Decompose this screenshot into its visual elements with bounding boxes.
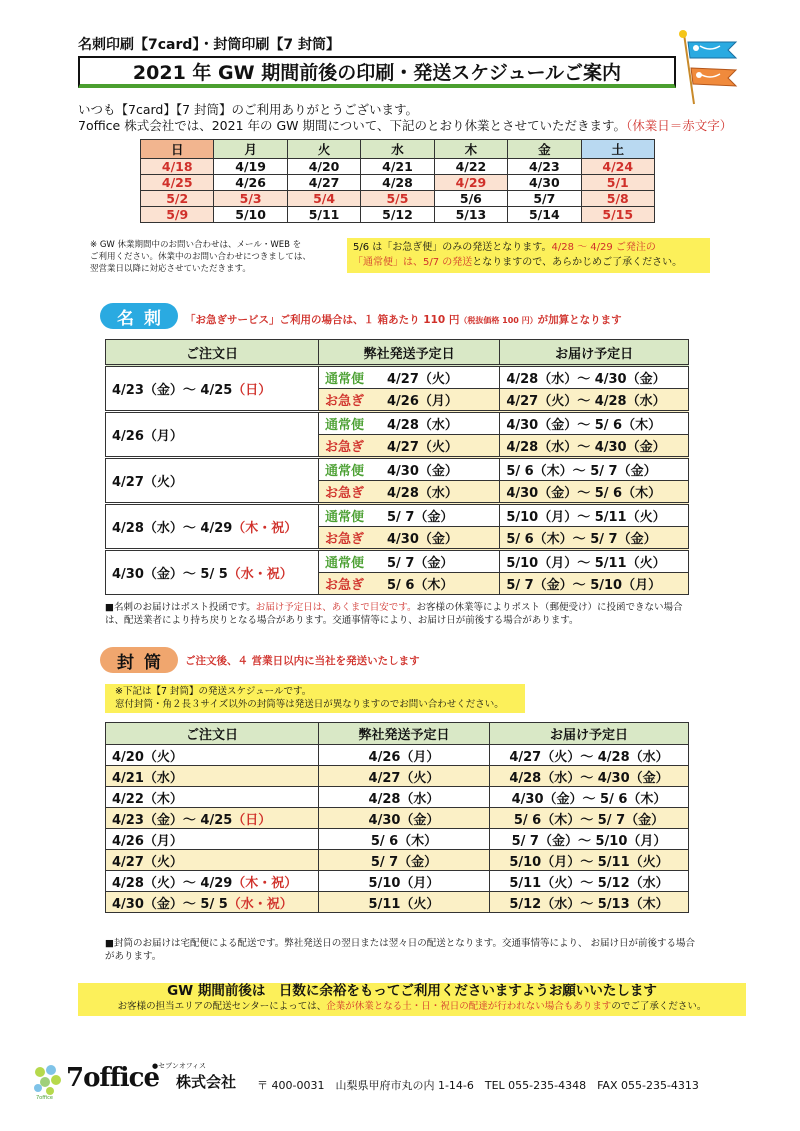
table-row xyxy=(106,745,689,766)
delivery-date: 5/ 7（金）～ 5/10（月） xyxy=(490,829,689,850)
calendar-day: 4/28 xyxy=(361,175,434,191)
company-address: 〒 400-0031 山梨県甲府市丸の内 1-14-6 TEL 055-235-4348 FAX 055-235-4313 xyxy=(257,1079,699,1092)
ship-date: 4/26（月） xyxy=(319,745,490,766)
table-row xyxy=(106,871,689,892)
gw-inquiry-note xyxy=(90,239,350,275)
order-date-holiday: （木・祝） xyxy=(232,521,298,536)
calendar-day-holiday: 5/4 xyxy=(287,191,360,207)
order-date-cell xyxy=(106,850,319,871)
service-normal-label: 通常便 xyxy=(319,550,382,573)
notice-text: 5/6 は「お急ぎ便」のみの発送となります。 xyxy=(353,242,552,253)
order-date-cell xyxy=(106,766,319,787)
calendar-day: 5/10 xyxy=(214,207,287,223)
order-date: 4/22（木） xyxy=(112,791,183,807)
ship-date: 4/30（金） xyxy=(319,808,490,829)
order-date-holiday: （日） xyxy=(232,383,272,398)
delivery-date: 5/12（水）～ 5/13（木） xyxy=(490,892,689,913)
meishi-delivery-note xyxy=(105,601,695,627)
delivery-date: 5/10（月）～ 5/11（火） xyxy=(500,504,689,527)
calendar-day-holiday: 4/24 xyxy=(581,159,654,175)
banner-sub-text xyxy=(78,1000,746,1014)
company-logo-icon xyxy=(32,1064,62,1098)
calendar-day-holiday: 5/2 xyxy=(141,191,214,207)
futo-schedule-table xyxy=(105,722,689,913)
ship-date: 4/30（金） xyxy=(381,458,500,481)
table-row xyxy=(106,550,689,573)
note-text: ■名刺のお届けはポスト投函です。 xyxy=(105,602,256,613)
calendar-day: 5/6 xyxy=(434,191,507,207)
delivery-date: 4/28（水）～ 4/30（金） xyxy=(500,366,689,389)
ship-date: 5/ 6（木） xyxy=(381,573,500,595)
order-date: 4/28（火）～ 4/29 xyxy=(112,875,233,891)
order-date-cell xyxy=(106,808,319,829)
order-date: 4/27（火） xyxy=(112,475,183,490)
weekday-header: 火 xyxy=(287,140,360,159)
order-date: 4/21（水） xyxy=(112,770,183,786)
calendar-day: 4/19 xyxy=(214,159,287,175)
order-date: 4/27（火） xyxy=(112,854,183,870)
gw-note-line: ご利用ください。休業中のお問い合わせにつきましては、 xyxy=(90,252,311,262)
holiday-legend: （休業日＝赤文字） xyxy=(626,118,733,133)
futo-delivery-note: ■封筒のお届けは宅配便による配送です。弊社発送日の翌日または翌々日の配送となります。交通事情等により、 お届け日が前後する場合があります。 xyxy=(105,938,695,962)
futo-section-label: 封筒 xyxy=(100,647,178,673)
surcharge-price-note: （税抜価格 100 円） xyxy=(459,316,538,325)
column-header: お届け予定日 xyxy=(500,340,689,366)
table-row xyxy=(106,412,689,435)
weekday-header: 木 xyxy=(434,140,507,159)
column-header: 弊社発送予定日 xyxy=(319,723,490,745)
intro-line-1: いつも【7card】【7 封筒】のご利用ありがとうございます。 xyxy=(78,102,419,117)
ship-date: 5/10（月） xyxy=(319,871,490,892)
notice-text: となりますので、あらかじめご了承ください。 xyxy=(472,257,683,268)
delivery-date: 4/30（金）～ 5/ 6（木） xyxy=(500,481,689,504)
notice-line: 窓付封筒・角２長３サイズ以外の封筒等は発送日が異なりますのでお問い合わせください。 xyxy=(115,699,504,710)
order-date: 4/28（水）～ 4/29 xyxy=(112,521,233,536)
service-express-label: お急ぎ xyxy=(319,481,382,504)
calendar-day-holiday: 5/15 xyxy=(581,207,654,223)
order-date: 4/26（月） xyxy=(112,429,183,444)
futo-schedule-notice xyxy=(105,684,525,713)
gw-calendar xyxy=(140,139,655,223)
calendar-day-holiday: 4/18 xyxy=(141,159,214,175)
column-header: お届け予定日 xyxy=(490,723,689,745)
order-date-holiday: （水・祝） xyxy=(227,896,293,912)
order-date-cell xyxy=(106,871,319,892)
banner-text: お客様の担当エリアの配送センターによっては、 xyxy=(117,1001,327,1012)
table-row xyxy=(106,829,689,850)
weekday-header: 土 xyxy=(581,140,654,159)
order-date: 4/23（金）～ 4/25 xyxy=(112,812,233,828)
table-row xyxy=(106,787,689,808)
order-date-cell xyxy=(106,458,319,504)
table-row xyxy=(106,458,689,481)
order-date: 4/23（金）～ 4/25 xyxy=(112,383,233,398)
service-express-label: お急ぎ xyxy=(319,389,382,412)
calendar-week xyxy=(141,191,655,207)
ship-date: 5/ 7（金） xyxy=(381,504,500,527)
calendar-day: 4/30 xyxy=(508,175,581,191)
page-title: 2021 年 GW 期間前後の印刷・発送スケジュールご案内 xyxy=(78,56,676,88)
ship-date: 5/ 7（金） xyxy=(319,850,490,871)
delivery-date: 4/28（水）～ 4/30（金） xyxy=(500,435,689,458)
delivery-date: 4/27（火）～ 4/28（水） xyxy=(490,745,689,766)
column-header: 弊社発送予定日 xyxy=(319,340,500,366)
order-date: 4/30（金）～ 5/ 5 xyxy=(112,567,228,582)
delivery-date: 5/10（月）～ 5/11（火） xyxy=(500,550,689,573)
banner-main-text: GW 期間前後は 日数に余裕をもってご利用くださいますようお願いいたします xyxy=(167,983,657,999)
delivery-date: 5/11（火）～ 5/12（水） xyxy=(490,871,689,892)
order-date: 4/30（金）～ 5/ 5 xyxy=(112,896,228,912)
calendar-day: 4/21 xyxy=(361,159,434,175)
intro-text: 7office 株式会社では、2021 年の GW 期間について、下記のとおり休業とさせていただきます。 xyxy=(78,118,627,133)
intro-line-2 xyxy=(78,116,732,134)
calendar-day: 4/27 xyxy=(287,175,360,191)
calendar-day: 4/20 xyxy=(287,159,360,175)
urgent-shipping-notice xyxy=(347,238,710,273)
service-express-label: お急ぎ xyxy=(319,573,382,595)
weekday-header: 水 xyxy=(361,140,434,159)
calendar-day: 5/11 xyxy=(287,207,360,223)
order-date: 4/26（月） xyxy=(112,833,183,849)
order-date-cell xyxy=(106,366,319,412)
gw-note-line: 翌営業日以降に対応させていただきます。 xyxy=(90,264,251,274)
note-text: お客様の休業等によりポスト（郵便受け）に投函できない場合は、配送業者により持ち戻りとなる場合があります。交通事情等により、お届け日が前後する場合があります。 xyxy=(105,602,683,626)
ship-date: 5/ 6（木） xyxy=(319,829,490,850)
weekday-header: 金 xyxy=(508,140,581,159)
meishi-section-label: 名刺 xyxy=(100,303,178,329)
delivery-date: 4/27（火）～ 4/28（水） xyxy=(500,389,689,412)
ship-date: 4/27（火） xyxy=(381,435,500,458)
ship-date: 4/28（水） xyxy=(319,787,490,808)
calendar-day: 4/22 xyxy=(434,159,507,175)
gw-note-line: ※ GW 休業期間中のお問い合わせは、メール・WEB を xyxy=(90,240,302,250)
table-row xyxy=(106,766,689,787)
express-surcharge-note xyxy=(185,312,622,327)
surcharge-text: 「お急ぎサービス」ご利用の場合は、１ 箱あたり 110 円 xyxy=(185,314,460,326)
order-date-cell xyxy=(106,550,319,595)
ship-date: 5/ 7（金） xyxy=(381,550,500,573)
calendar-week xyxy=(141,159,655,175)
calendar-week xyxy=(141,175,655,191)
calendar-day: 5/13 xyxy=(434,207,507,223)
service-normal-label: 通常便 xyxy=(319,504,382,527)
delivery-date: 4/30（金）～ 5/ 6（木） xyxy=(490,787,689,808)
table-row xyxy=(106,366,689,389)
banner-red: 企業が休業となる土・日・祝日の配達が行われない場合もあります xyxy=(326,1001,612,1012)
notice-red: 4/28 ～ 4/29 ご発注の xyxy=(551,242,656,253)
ship-date: 4/28（水） xyxy=(381,481,500,504)
calendar-day-holiday: 5/5 xyxy=(361,191,434,207)
weekday-header: 月 xyxy=(214,140,287,159)
ship-date: 4/28（水） xyxy=(381,412,500,435)
column-header: ご注文日 xyxy=(106,340,319,366)
calendar-day-holiday: 4/29 xyxy=(434,175,507,191)
order-date-cell xyxy=(106,892,319,913)
company-logo-text: 7office xyxy=(66,1063,160,1093)
order-date-cell xyxy=(106,829,319,850)
calendar-day-holiday: 5/1 xyxy=(581,175,654,191)
ship-date: 4/27（火） xyxy=(319,766,490,787)
banner-text: のでご了承ください。 xyxy=(611,1001,707,1012)
column-header: ご注文日 xyxy=(106,723,319,745)
table-row xyxy=(106,850,689,871)
delivery-date: 4/30（金）～ 5/ 6（木） xyxy=(500,412,689,435)
order-date-cell xyxy=(106,745,319,766)
meishi-schedule-table xyxy=(105,339,689,595)
calendar-day: 4/26 xyxy=(214,175,287,191)
calendar-day-holiday: 5/9 xyxy=(141,207,214,223)
ship-date: 4/27（火） xyxy=(381,366,500,389)
calendar-day-holiday: 5/8 xyxy=(581,191,654,207)
service-normal-label: 通常便 xyxy=(319,412,382,435)
service-express-label: お急ぎ xyxy=(319,435,382,458)
order-date-cell xyxy=(106,412,319,458)
notice-line: ※下記は【7 封筒】の発送スケジュールです。 xyxy=(115,686,312,697)
note-red: お届け予定日は、あくまで目安です。 xyxy=(255,602,417,613)
company-logo-small: 7office xyxy=(36,1095,53,1101)
order-date-holiday: （水・祝） xyxy=(227,567,293,582)
delivery-date: 5/ 6（木）～ 5/ 7（金） xyxy=(490,808,689,829)
delivery-date: 5/10（月）～ 5/11（火） xyxy=(490,850,689,871)
table-row xyxy=(106,892,689,913)
company-logo-kana: ●セブンオフィス xyxy=(152,1062,207,1070)
calendar-day-holiday: 4/25 xyxy=(141,175,214,191)
calendar-day: 5/7 xyxy=(508,191,581,207)
ship-date: 4/30（金） xyxy=(381,527,500,550)
gw-request-banner xyxy=(78,983,746,1016)
top-label: 名刺印刷【7card】・封筒印刷【7 封筒】 xyxy=(78,37,341,53)
service-express-label: お急ぎ xyxy=(319,527,382,550)
order-date-holiday: （日） xyxy=(232,812,272,828)
service-normal-label: 通常便 xyxy=(319,366,382,389)
futo-shipping-note: ご注文後、４ 営業日以内に当社を発送いたします xyxy=(185,655,420,667)
order-date-cell xyxy=(106,504,319,550)
ship-date: 5/11（火） xyxy=(319,892,490,913)
table-row xyxy=(106,808,689,829)
table-row xyxy=(106,504,689,527)
service-normal-label: 通常便 xyxy=(319,458,382,481)
calendar-day: 4/23 xyxy=(508,159,581,175)
calendar-day: 5/14 xyxy=(508,207,581,223)
ship-date: 4/26（月） xyxy=(381,389,500,412)
weekday-header: 日 xyxy=(141,140,214,159)
delivery-date: 5/ 7（金）～ 5/10（月） xyxy=(500,573,689,595)
delivery-date: 4/28（水）～ 4/30（金） xyxy=(490,766,689,787)
calendar-day: 5/12 xyxy=(361,207,434,223)
company-logo-suffix: 株式会社 xyxy=(176,1073,237,1091)
order-date: 4/20（火） xyxy=(112,749,183,765)
delivery-date: 5/ 6（木）～ 5/ 7（金） xyxy=(500,458,689,481)
surcharge-end: が加算となります xyxy=(537,314,622,326)
delivery-date: 5/ 6（木）～ 5/ 7（金） xyxy=(500,527,689,550)
calendar-day-holiday: 5/3 xyxy=(214,191,287,207)
order-date-holiday: （木・祝） xyxy=(232,875,298,891)
koinobori-illustration xyxy=(670,28,742,106)
calendar-week xyxy=(141,207,655,223)
notice-red: 「通常便」は、5/7 の発送 xyxy=(353,257,473,268)
order-date-cell xyxy=(106,787,319,808)
